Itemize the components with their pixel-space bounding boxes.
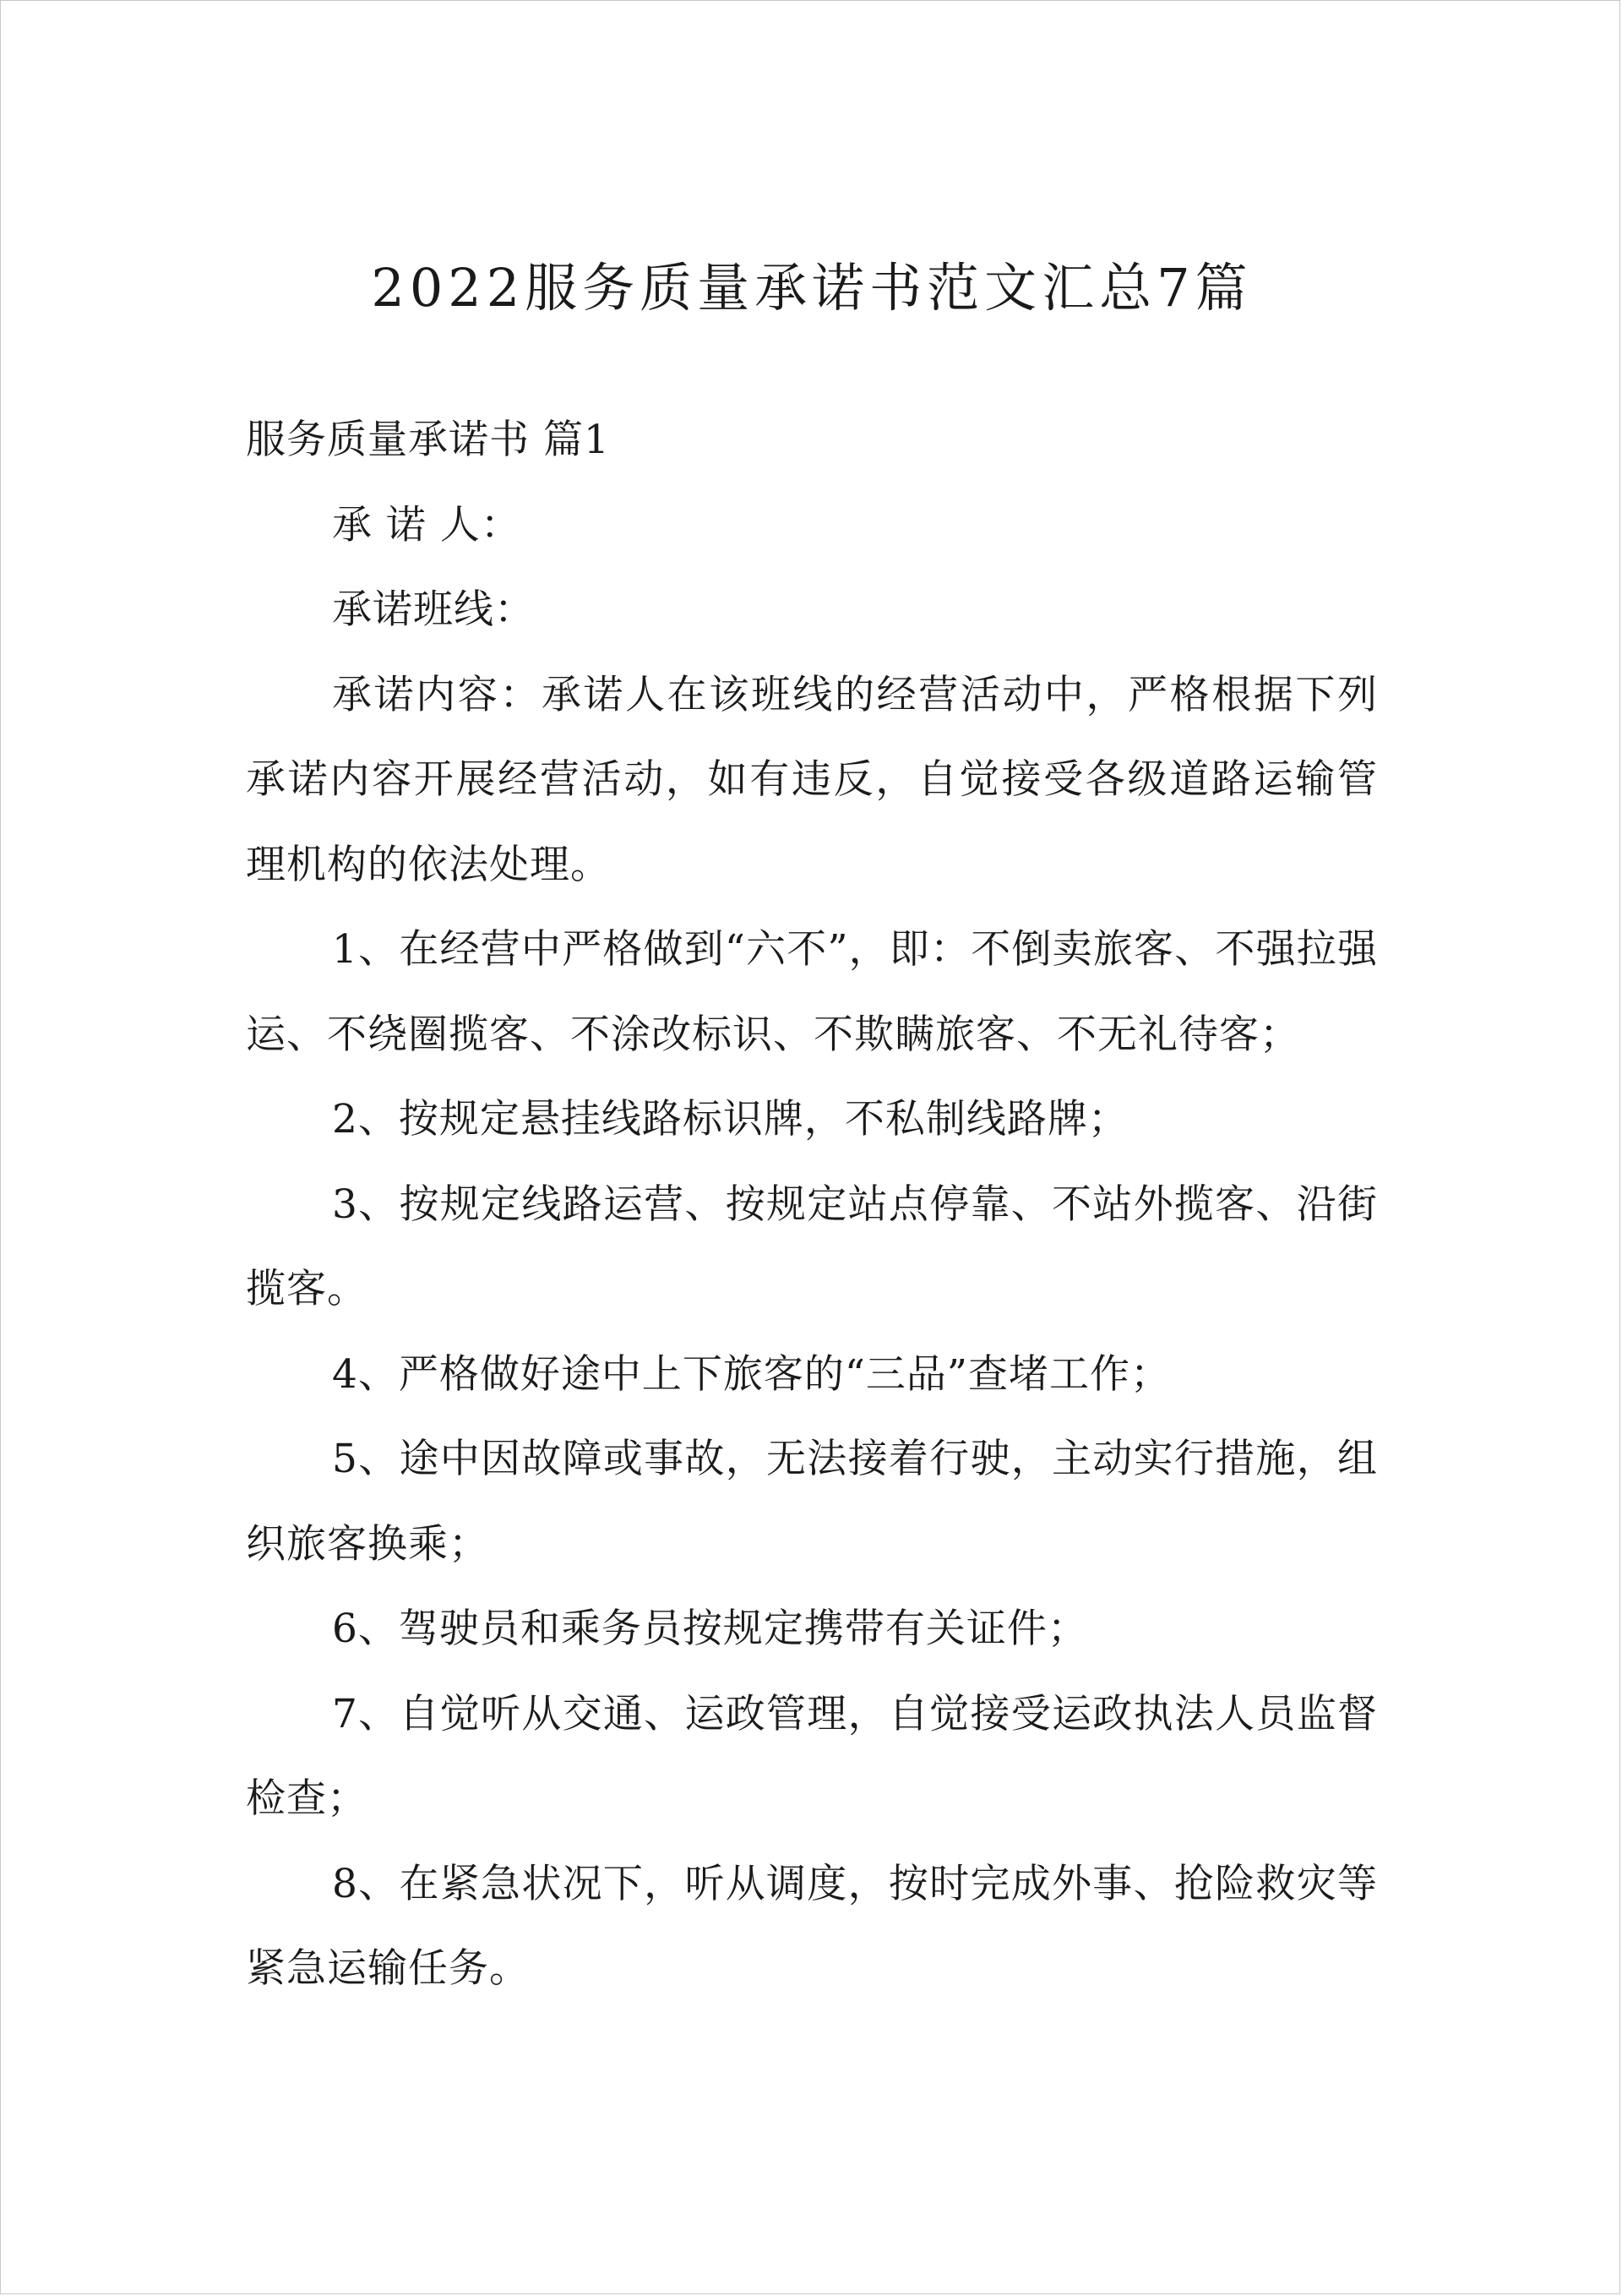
paragraph-item-2: 2、按规定悬挂线路标识牌，不私制线路牌； [332,1096,1129,1143]
paragraph-item-4: 4、严格做好途中上下旅客的“三品”查堵工作； [332,1350,1171,1398]
document-text [246,398,1378,2012]
paragraph-item-6: 6、驾驶员和乘务员按规定携带有关证件； [332,1606,1088,1652]
paragraph-item-3: 3、按规定线路运营、按规定站点停靠、不站外揽客、沿街揽客。 [246,1181,1378,1312]
route-field: 承诺班线： [332,586,535,633]
page-title: 2022服务质量承诺书范文汇总7篇 [371,257,1253,319]
paragraph-item-1: 1、在经营中严格做到“六不”，即：不倒卖旅客、不强拉强运、不绕圈揽客、不涂改标识、不欺瞒旅客、不无礼待客； [246,926,1378,1058]
paragraph-item-5: 5、途中因故障或事故，无法接着行驶，主动实行措施，组织旅客换乘； [246,1436,1378,1568]
paragraph-intro: 承诺内容：承诺人在该班线的经营活动中，严格根据下列承诺内容开展经营活动，如有违反，自觉接受各级道路运输管理机构的依法处理。 [246,671,1378,888]
paragraph-item-7: 7、自觉听从交通、运政管理，自觉接受运政执法人员监督检查； [246,1690,1378,1822]
promisor-field: 承 诺 人： [332,501,521,548]
section-heading: 服务质量承诺书 篇1 [246,417,610,463]
paragraph-item-8: 8、在紧急状况下，听从调度，按时完成外事、抢险救灾等紧急运输任务。 [246,1860,1378,1992]
